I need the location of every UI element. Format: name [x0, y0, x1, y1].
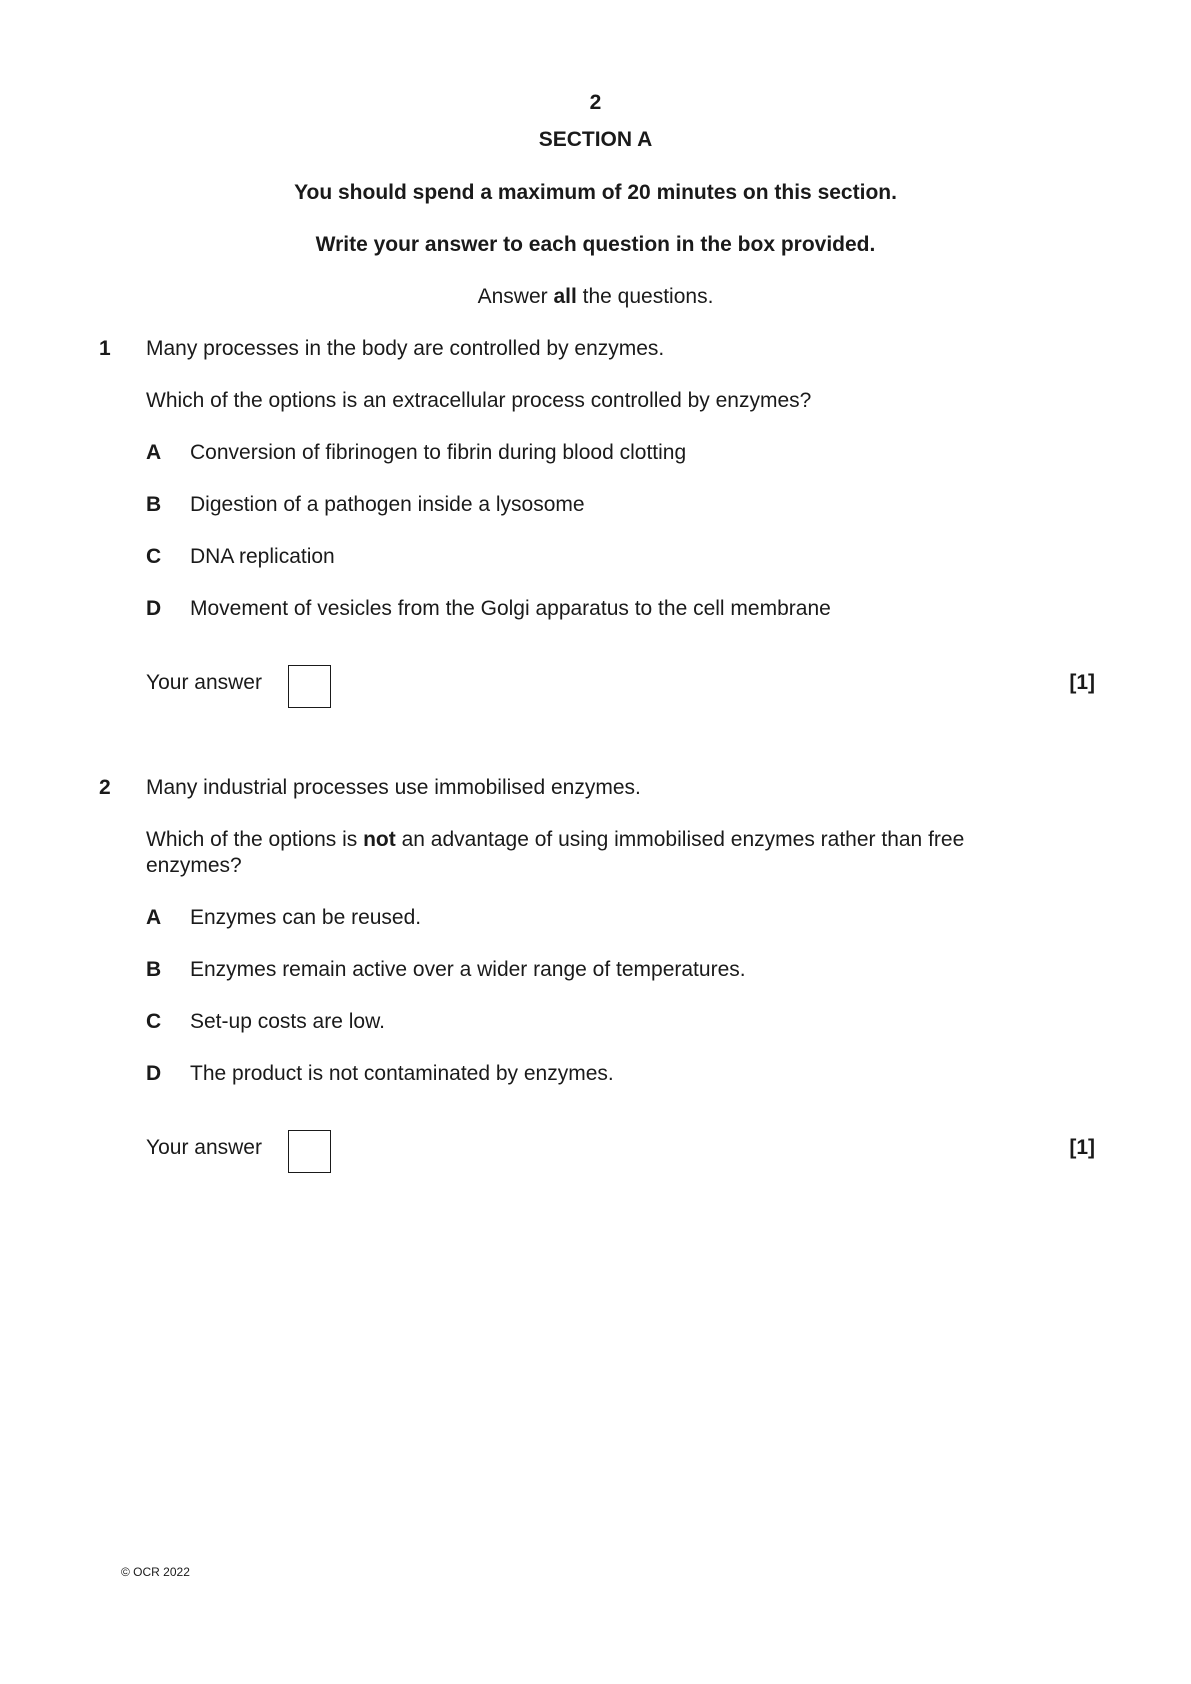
answer-box[interactable] [288, 665, 331, 708]
question-prompt: Which of the options is an extracellular process controlled by enzymes? [146, 389, 812, 412]
option-text: Movement of vesicles from the Golgi apparatus to the cell membrane [190, 597, 831, 620]
instruction-answer-all [0, 284, 1191, 310]
option-letter: B [146, 958, 162, 981]
option-text: Set-up costs are low. [190, 1010, 385, 1033]
copyright-footer: © OCR 2022 [121, 1565, 190, 1579]
option-letter: D [146, 597, 162, 620]
prompt-before: Which of the options is [146, 828, 364, 851]
prompt-bold: not [363, 828, 396, 851]
question-stem: Many industrial processes use immobilised enzymes. [146, 776, 641, 799]
option-letter: B [146, 493, 162, 516]
option-text: Enzymes can be reused. [190, 906, 422, 929]
option-letter: D [146, 1062, 162, 1085]
your-answer-label: Your answer [146, 1136, 262, 1159]
option-letter: A [146, 906, 162, 929]
question-stem: Many processes in the body are controlled by enzymes. [146, 337, 665, 360]
instruction-time: You should spend a maximum of 20 minutes on this section. [294, 181, 897, 204]
instruction-write: Write your answer to each question in the box provided. [315, 233, 876, 256]
instruction-answer-prefix: Answer [477, 285, 554, 308]
question-number: 1 [99, 337, 111, 360]
option-text: Conversion of fibrinogen to fibrin during blood clotting [190, 441, 687, 464]
section-title: SECTION A [538, 128, 653, 151]
marks-label: [1] [1069, 1136, 1095, 1159]
instruction-answer-suffix: the questions. [576, 285, 714, 308]
option-letter: C [146, 1010, 162, 1033]
question-number: 2 [99, 776, 111, 799]
option-letter: A [146, 441, 162, 464]
your-answer-label: Your answer [146, 671, 262, 694]
prompt-after: an advantage of using immobilised enzymes rather than free enzymes? [146, 828, 965, 878]
marks-label: [1] [1069, 671, 1095, 694]
instruction-answer-bold: all [553, 285, 577, 308]
question-prompt [146, 827, 1026, 880]
option-text: DNA replication [190, 545, 335, 568]
option-letter: C [146, 545, 162, 568]
option-text: Enzymes remain active over a wider range of temperatures. [190, 958, 746, 981]
option-text: Digestion of a pathogen inside a lysosome [190, 493, 585, 516]
answer-box[interactable] [288, 1130, 331, 1173]
page-number: 2 [589, 91, 602, 114]
option-text: The product is not contaminated by enzymes. [190, 1062, 614, 1085]
